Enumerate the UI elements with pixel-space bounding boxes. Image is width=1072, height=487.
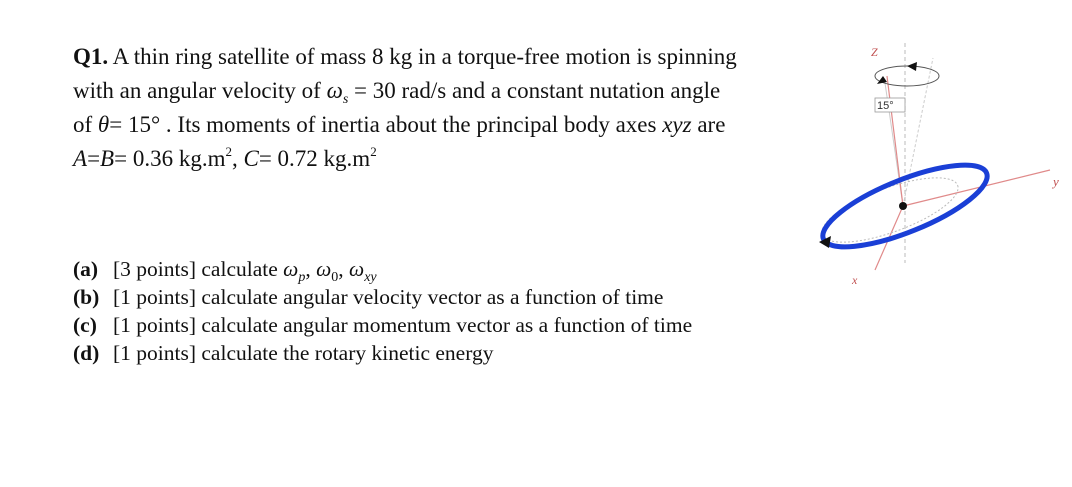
omega-xy-symbol: ω [349, 257, 365, 281]
comma: , [231, 146, 238, 171]
problem-text-3a: of [73, 112, 93, 137]
moment-value-1: = 0.36 kg.m [114, 146, 226, 171]
part-d-label: (d) [73, 341, 100, 365]
part-c-text: [1 points] calculate angular momentum vector as a function of time [113, 313, 693, 337]
precession-arrow-icon [907, 62, 917, 71]
omega-subscript-s: s [342, 92, 349, 107]
wake-ellipse [815, 165, 965, 256]
cone-line-right [903, 58, 933, 206]
x-axis-label: x [852, 273, 858, 287]
part-a [73, 255, 833, 283]
problem-text-3c: are [697, 112, 726, 137]
problem-statement [73, 40, 793, 175]
moment-C: C [243, 146, 259, 171]
moment-value-2: = 0.72 kg.m [258, 146, 371, 171]
ring-center-dot [899, 202, 907, 210]
problem-line-1 [73, 40, 793, 73]
z-axis-label: Z [871, 45, 878, 59]
axes-xyz: xyz [662, 112, 692, 137]
part-d-text: [1 points] calculate the rotary kinetic energy [113, 341, 494, 365]
part-a-text-wrap [113, 255, 377, 283]
y-axis-label: y [1053, 174, 1059, 189]
question-parts [73, 255, 833, 367]
problem-line-3 [73, 108, 793, 141]
moment-A: A [73, 146, 88, 171]
part-c [73, 311, 833, 339]
moment-B: B [100, 146, 115, 171]
theta-symbol: θ [97, 112, 110, 137]
omega-p-subscript: p [298, 270, 306, 285]
y-axis-line [903, 170, 1050, 206]
part-a-text: [3 points] calculate [113, 257, 278, 281]
part-a-label: (a) [73, 257, 99, 281]
problem-text-2a: with an angular velocity of [73, 78, 321, 103]
problem-text-2b: = 30 rad/s and a constant nutation angle [354, 78, 721, 103]
omega-xy-subscript: xy [364, 270, 377, 285]
omega-0-symbol: ω [316, 257, 332, 281]
angle-label: 15° [877, 100, 894, 112]
part-b-label: (b) [73, 285, 100, 309]
part-b [73, 283, 833, 311]
question-number: Q1. [73, 44, 109, 69]
part-d [73, 339, 833, 367]
sep-2: , [338, 257, 344, 281]
problem-text-3b: = 15° . Its moments of inertia about the principal body axes [109, 112, 657, 137]
squared-1: 2 [225, 144, 232, 159]
problem-line-2 [73, 74, 793, 107]
sep-1: , [305, 257, 311, 281]
ring-satellite-figure [795, 38, 1072, 298]
precession-arrow-icon-2 [877, 76, 887, 84]
equals-sign: = [87, 146, 101, 171]
omega-p-symbol: ω [283, 257, 299, 281]
omega-symbol: ω [326, 78, 343, 103]
problem-text-1: A thin ring satellite of mass 8 kg in a torque-free motion is spinning [112, 44, 737, 69]
part-b-text: [1 points] calculate angular velocity vector as a function of time [113, 285, 664, 309]
problem-line-4 [73, 142, 793, 175]
ring-diagram [795, 38, 1072, 298]
part-c-label: (c) [73, 313, 97, 337]
squared-2: 2 [370, 144, 377, 159]
omega-0-subscript: 0 [331, 270, 339, 285]
